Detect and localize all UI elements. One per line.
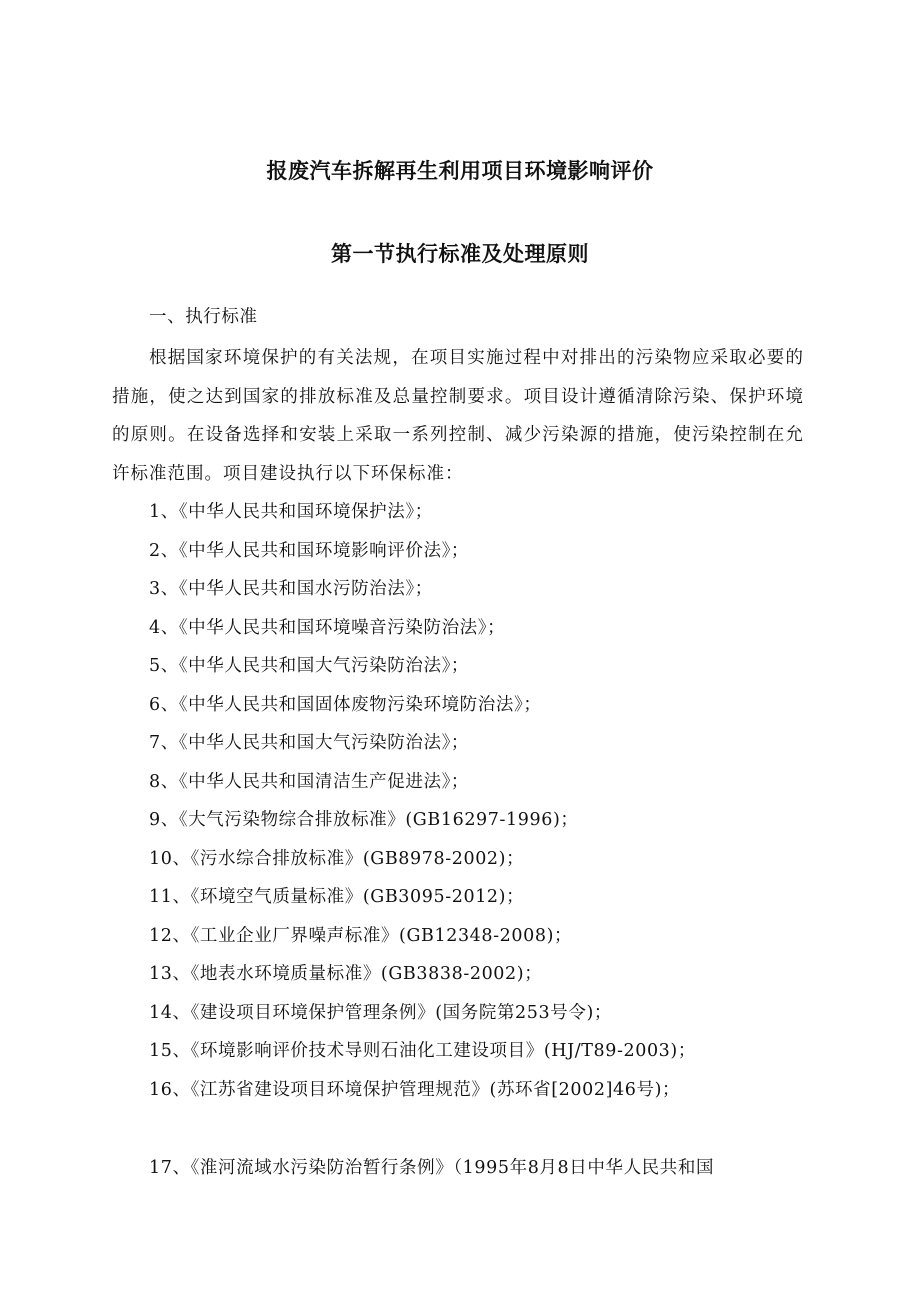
list-item: 13、《地表水环境质量标准》(GB3838-2002)；: [149, 964, 543, 984]
list-item: 14、《建设项目环境保护管理条例》(国务院第253号令)；: [149, 1003, 612, 1023]
list-item: 5、《中华人民共和国大气污染防治法》；: [149, 656, 470, 676]
section-title: 第一节执行标准及处理原则: [331, 242, 589, 266]
subheading: 一、执行标准: [149, 307, 258, 327]
list-item: 4、《中华人民共和国环境噪音污染防治法》；: [149, 618, 506, 638]
list-item: 2、《中华人民共和国环境影响评价法》；: [149, 541, 470, 561]
list-item: 1、《中华人民共和国环境保护法》；: [149, 502, 433, 522]
list-item: 10、《污水综合排放标准》(GB8978-2002)；: [149, 849, 525, 869]
list-item: 8、《中华人民共和国清洁生产促进法》；: [149, 772, 470, 792]
list-item: 9、《大气污染物综合排放标准》(GB16297-1996)；: [149, 810, 579, 830]
intro-paragraph: 根据国家环境保护的有关法规，在项目实施过程中对排出的污染物应采取必要的措施，使之达到国家的排放标准及总量控制要求。项目设计遵循清除污染、保护环境的原则。在设备选择和安装上采取一系列控制、减少污染源的措施，使污染控制在允许标准范围。项目建设执行以下环保标准：: [112, 348, 804, 484]
list-item: 16、《江苏省建设项目环境保护管理规范》(苏环省[2002]46号)；: [149, 1080, 681, 1100]
list-item: 12、《工业企业厂界噪声标准》(GB12348-2008)；: [149, 926, 573, 946]
list-item: 15、《环境影响评价技术导则石油化工建设项目》(HJ/T89-2003)；: [149, 1041, 696, 1061]
list-item: 17、《淮河流域水污染防治暂行条例》（1995年8月8日中华人民共和国: [149, 1158, 715, 1178]
document-title: 报废汽车拆解再生利用项目环境影响评价: [266, 159, 654, 183]
list-item: 7、《中华人民共和国大气污染防治法》；: [149, 733, 470, 753]
list-item: 3、《中华人民共和国水污防治法》；: [149, 579, 433, 599]
list-item: 6、《中华人民共和国固体废物污染环境防治法》；: [149, 695, 542, 715]
list-item: 11、《环境空气质量标准》(GB3095-2012)；: [149, 887, 525, 907]
